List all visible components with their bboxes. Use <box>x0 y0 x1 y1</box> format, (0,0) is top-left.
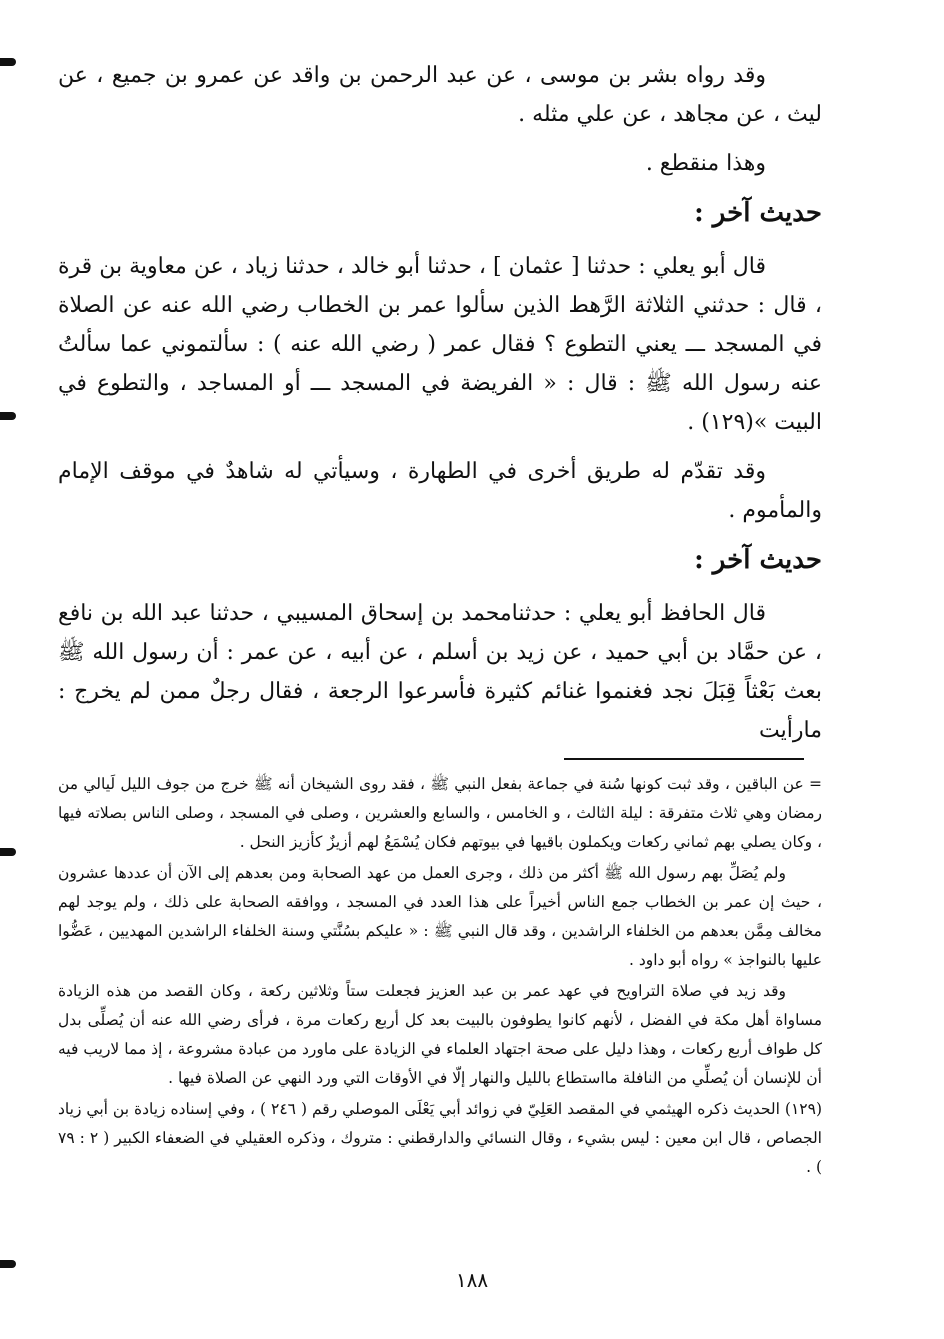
section-heading-1: حديث آخر : <box>694 198 822 228</box>
main-text <box>58 56 822 760</box>
section-heading-2: حديث آخر : <box>694 545 822 575</box>
paragraph-munqati: وهذا منقطع . <box>645 151 766 176</box>
footnote-separator <box>564 758 804 760</box>
footnote-129: (١٢٩) الحديث ذكره الهيثمي في المقصد العَلِيّ في زوائد أبي يَعْلَى الموصلي رقم ( ٢٤٦ ) ، وفي إسناده زيادة بن أبي زياد الجصاص ، قال ابن معين : ليس بشيء ، وقال النسائي والدارقطني : متروك ، وذكره العقيلي في الضعفاء الكبير ( ٢ : ٧٩ ) . <box>58 1100 822 1176</box>
scan-margin-mark <box>0 848 16 856</box>
footnote-paragraph: ولم يُصَلِّ بهم رسول الله ﷺ أكثر من ذلك ، وجرى العمل من عهد الصحابة ومن بعدهم إلى الآن أن عددها عشرون ، حيث إن عمر بن الخطاب جمع الناس أخيراً على هذا العدد في المسجد ، ووافقه الصحابة على ذلك ، ولم يوجد لهم مخالف مِمَّن بعدهم من الخلفاء الراشدين ، وقد قال النبي ﷺ : « عليكم بسُنَّتي وسنة الخلفاء الراشدين المهديين ، عَضُّوا عليها بالنواجذ » رواه أبو داود . <box>58 864 822 969</box>
footnote-paragraph: وقد زيد في صلاة التراويح في عهد عمر بن عبد العزيز فجعلت ستاً وثلاثين ركعة ، وكان القصد من هذه الزيادة مساواة أهل مكة في الفضل ، لأنهم كانوا يطوفون بالبيت بعد كل أربع ركعات مرة ، فرأى رضي الله عنه أن يُصلِّى بدل كل طواف أربع ركعات ، وهذا دليل على صحة اجتهاد العلماء في الزيادة على ماورد من عبادة مشروعة ، إذ مما لاريب فيه أن للإنسان أن يُصلِّي من النافلة مااستطاع بالليل والنهار إلّا في الأوقات التي ورد النهي عن الصلاة فيها . <box>58 982 822 1087</box>
paragraph-hadith-1: قال أبو يعلي : حدثنا [ عثمان ] ، حدثنا أبو خالد ، حدثنا زياد ، عن معاوية بن قرة ، قال : حدثني الثلاثة الرَّهط الذين سألوا عمر بن الخطاب رضي الله عنه عن الصلاة في المسجد ـــ يعني التطوع ؟ فقال عمر ( رضي الله عنه ) : سألتموني عما سألتُ عنه رسول الله ﷺ : قال : « الفريضة في المسجد ـــ أو المساجد ، والتطوع في البيت »(١٢٩) . <box>58 254 822 435</box>
scan-margin-mark <box>0 412 16 420</box>
footnote-continuation: = عن الباقين ، وقد ثبت كونها سُنة في جماعة بفعل النبي ﷺ ، فقد روى الشيخان أنه ﷺ خرج من جوف الليل لَيالي من رمضان وهي ثلاث متفرقة : ليلة الثالث ، و الخامس ، والسابع والعشرين ، وصلى في المسجد ، وصلى الناس بصلاته فيها ، وكان يصلي بهم ثماني ركعات ويكملون باقيها في بيوتهم فكان يُسْمَعُ لهم أزيزٌ كأزيز النحل . <box>58 775 822 851</box>
scan-margin-mark <box>0 58 16 66</box>
scan-margin-mark <box>0 1260 16 1268</box>
page-number: ١٨٨ <box>455 1268 489 1292</box>
paragraph-narration: وقد رواه بشر بن موسى ، عن عبد الرحمن بن واقد عن عمرو بن جميع ، عن ليث ، عن مجاهد ، عن علي مثله . <box>58 63 822 127</box>
footnotes <box>58 770 822 1184</box>
paragraph-hadith-2: قال الحافظ أبو يعلي : حدثنامحمد بن إسحاق المسيبي ، حدثنا عبد الله بن نافع ، عن حمَّاد بن أبي حميد ، عن زيد بن أسلم ، عن أبيه ، عن عمر : أن رسول الله ﷺ بعث بَعْثاً قِبَلَ نجد فغنموا غنائم كثيرة فأسرعوا الرجعة ، فقال رجلٌ ممن لم يخرج : مارأيت <box>58 601 822 743</box>
paragraph-cross-reference: وقد تقدّم له طريق أخرى في الطهارة ، وسيأتي له شاهدٌ في موقف الإمام والمأموم . <box>58 459 822 523</box>
